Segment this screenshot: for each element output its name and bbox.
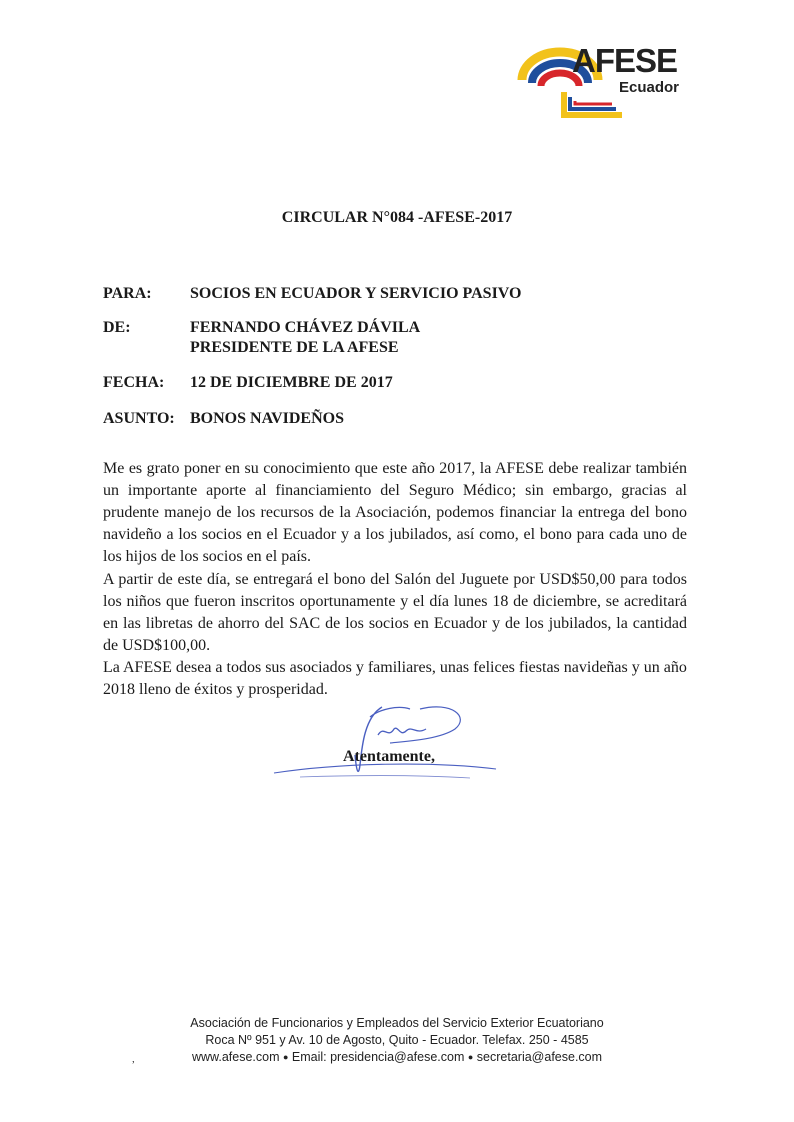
- logo-name: AFESE: [572, 42, 678, 79]
- logo-subtitle: Ecuador: [619, 79, 680, 96]
- footer-address: Roca Nº 951 y Av. 10 de Agosto, Quito - Ecuador. Telefax. 250 - 4585: [205, 1033, 589, 1047]
- closing-text: Atentamente,: [343, 748, 435, 765]
- bullet-icon: ●: [467, 1052, 474, 1063]
- footer-email-presidencia: Email: presidencia@afese.com: [291, 1050, 465, 1064]
- body-paragraph-2: A partir de este día, se entregará el bono del Salón del Juguete por USD$50,00 para todos los niños que fueron inscritos oportunamente y el día lunes 18 de diciembre, se acreditará en las libretas de ahorro del SAC de los socios en Ecuador y de los jubilados, la cantidad de USD$100,00.: [103, 571, 687, 654]
- fecha-label: FECHA:: [103, 374, 165, 391]
- fecha-value: 12 DE DICIEMBRE DE 2017: [190, 374, 393, 391]
- scan-mark: ,: [132, 1053, 135, 1065]
- de-value-line1: FERNANDO CHÁVEZ DÁVILA: [190, 319, 421, 336]
- footer-contacts: [0, 1049, 794, 1066]
- de-label: DE:: [103, 319, 131, 336]
- body-paragraph-1: Me es grato poner en su conocimiento que este año 2017, la AFESE debe realizar también un importante aporte al financiamiento del Seguro Médico; sin embargo, gracias al prudente manejo de los recursos de la Asociación, podemos financiar la entrega del bono navideño a los socios en el Ecuador y a los jubilados, así como, el bono para cada uno de los hijos de los socios en el país.: [103, 460, 687, 565]
- footer: [0, 1015, 794, 1066]
- bullet-icon: ●: [282, 1052, 289, 1063]
- asunto-label: ASUNTO:: [103, 410, 175, 427]
- circular-title: CIRCULAR N°084 -AFESE-2017: [281, 209, 513, 226]
- signature-icon: [270, 695, 510, 790]
- footer-website: www.afese.com: [191, 1050, 280, 1064]
- asunto-value: BONOS NAVIDEÑOS: [190, 410, 344, 427]
- para-label: PARA:: [103, 285, 152, 302]
- de-value-line2: PRESIDENTE DE LA AFESE: [190, 339, 399, 356]
- footer-organization: Asociación de Funcionarios y Empleados del Servicio Exterior Ecuatoriano: [190, 1016, 604, 1030]
- para-value: SOCIOS EN ECUADOR Y SERVICIO PASIVO: [190, 285, 522, 302]
- footer-email-secretaria: secretaria@afese.com: [476, 1050, 603, 1064]
- body-paragraph-3: La AFESE desea a todos sus asociados y familiares, unas felices fiestas navideñas y un año 2018 lleno de éxitos y prosperidad.: [103, 659, 687, 698]
